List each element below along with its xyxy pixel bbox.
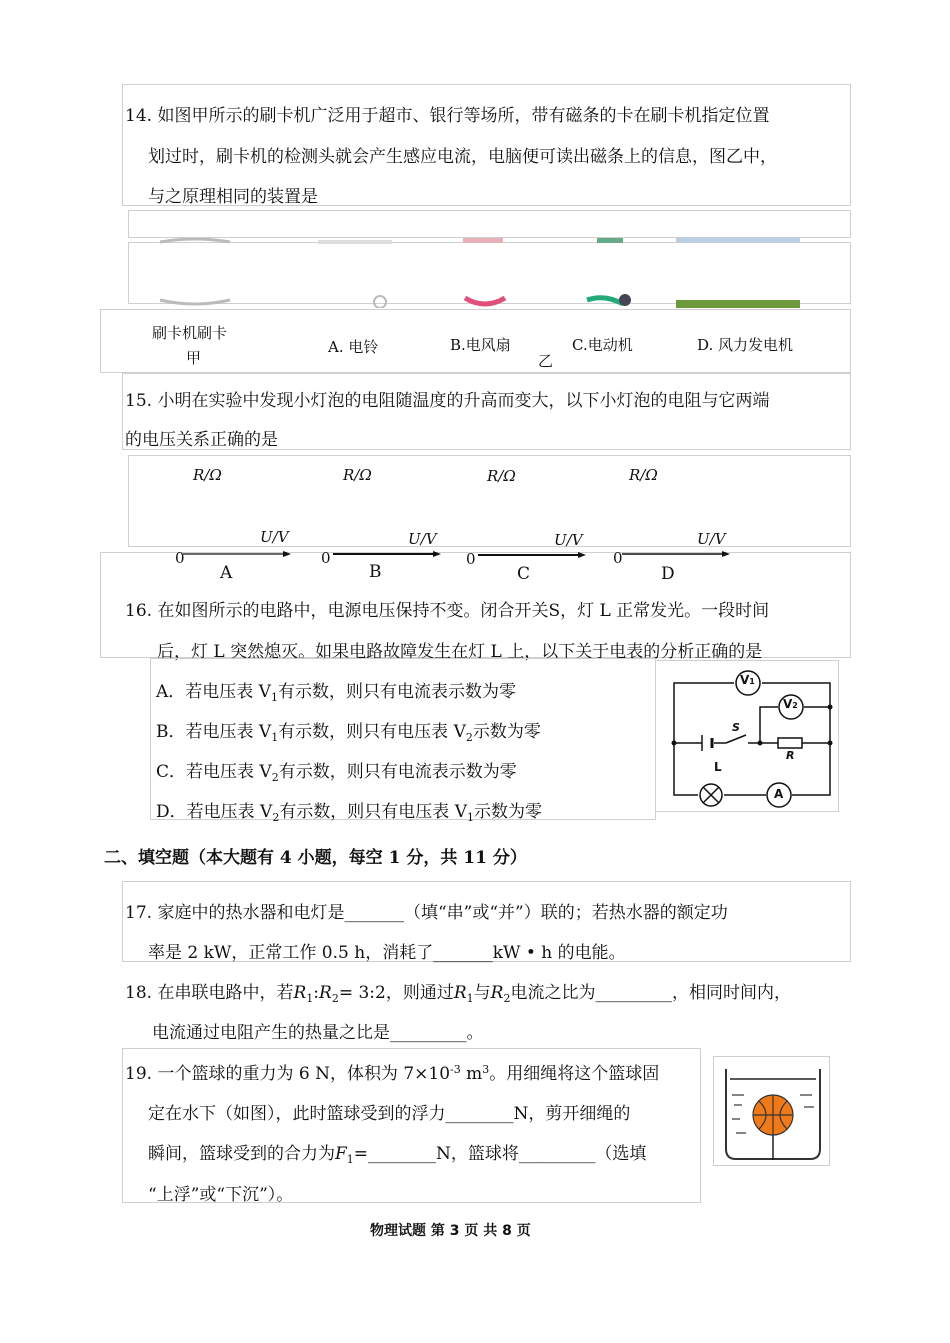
fig-yi-label: 乙 xyxy=(538,352,554,370)
q16-option-a: A．若电压表 $V_1$有示数，则只有电流表示数为零 xyxy=(156,682,516,704)
graph-c-y-label: R/Ω xyxy=(487,467,516,485)
graph-b-letter: B xyxy=(369,562,382,582)
section2-title: 二、填空题（本大题有 4 小题，每空 1 分，共 11 分） xyxy=(104,848,527,868)
graph-b-x-axis xyxy=(333,543,443,563)
q14-line2: 划过时，刷卡机的检测头就会产生感应电流，电脑便可读出磁条上的信息，图乙中， xyxy=(148,147,777,167)
graph-c-origin: 0 xyxy=(466,550,476,568)
option-a-label: A. 电铃 xyxy=(328,338,379,356)
graph-a-letter: A xyxy=(220,563,233,583)
graph-b-x-label: U/V xyxy=(408,530,437,548)
q16-line2: 后，灯 L 突然熄灭。如果电路故障发生在灯 L 上，以下关于电表的分析正确的是 xyxy=(157,642,763,662)
q16-option-b: B．若电压表 $V_1$有示数，则只有电压表 $V_2$示数为零 xyxy=(156,722,541,744)
option-b-label: B.电风扇 xyxy=(450,336,511,354)
graph-d-x-label: U/V xyxy=(697,530,726,548)
electric-motor-image xyxy=(575,238,655,308)
q15-line1: 15. 小明在实验中发现小灯泡的电阻随温度的升高而变大，以下小灯泡的电阻与它两端 xyxy=(125,391,770,411)
electric-fan-image xyxy=(445,238,525,308)
fig-jia-label-2: 甲 xyxy=(186,349,202,367)
q16-option-d: D．若电压表 $V_2$有示数，则只有电压表 $V_1$示数为零 xyxy=(156,802,542,824)
graph-d-y-label: R/Ω xyxy=(629,466,658,484)
wind-generator-image xyxy=(676,238,800,308)
graph-b-y-label: R/Ω xyxy=(343,466,372,484)
q16-circuit-diagram xyxy=(655,660,839,812)
graph-a-x-axis xyxy=(183,543,293,563)
q19-line1: 19. 一个篮球的重力为 6 N，体积为 $7\times 10^{-3}$ $m^3$。用细绳将这个篮球固 xyxy=(125,1063,660,1084)
electric-bell-image xyxy=(310,238,400,308)
graph-c-letter: C xyxy=(517,564,531,584)
circuit-v2-label: V2 xyxy=(783,697,798,711)
graph-d-letter: D xyxy=(661,564,675,584)
q17-line2: 率是 2 kW，正常工作 0.5 h，消耗了_______kW • h 的电能。 xyxy=(148,943,626,963)
q14-figure-strip-top xyxy=(128,210,851,238)
q14-line3: 与之原理相同的装置是 xyxy=(148,187,318,207)
basketball-in-water-figure xyxy=(713,1056,830,1166)
fig-jia-label-1: 刷卡机刷卡 xyxy=(152,324,228,342)
q16-option-c: C．若电压表 $V_2$有示数，则只有电流表示数为零 xyxy=(156,762,517,784)
q18-line1: 18. 在串联电路中，若$R_1:R_2=$ 3:2，则通过$R_1$与$R_2$电流之比为_________，相同时间内， xyxy=(125,983,791,1005)
q19-line4: “上浮”或“下沉”）。 xyxy=(148,1185,294,1205)
option-d-label: D. 风力发电机 xyxy=(697,336,794,354)
circuit-v1-label: V1 xyxy=(740,673,755,687)
graph-c-x-label: U/V xyxy=(554,531,583,549)
graph-a-y-label: R/Ω xyxy=(193,466,222,484)
q19-line2: 定在水下（如图），此时篮球受到的浮力________N，剪开细绳的 xyxy=(148,1104,631,1124)
circuit-switch-label: S xyxy=(732,721,740,734)
graph-a-origin: 0 xyxy=(175,549,185,567)
circuit-resistor-label: R xyxy=(786,749,795,762)
q18-line2: 电流通过电阻产生的热量之比是_________。 xyxy=(152,1023,484,1043)
graph-b-origin: 0 xyxy=(321,549,331,567)
graph-c-x-axis xyxy=(478,544,588,564)
card-reader-image xyxy=(150,238,240,308)
q15-line2: 的电压关系正确的是 xyxy=(125,430,278,450)
circuit-ammeter-label: A xyxy=(774,787,784,801)
q14-line1: 14. 如图甲所示的刷卡机广泛用于超市、银行等场所，带有磁条的卡在刷卡机指定位置 xyxy=(125,106,770,126)
graph-d-x-axis xyxy=(622,543,732,563)
graph-a-x-label: U/V xyxy=(260,528,289,546)
graph-d-origin: 0 xyxy=(613,549,623,567)
option-c-label: C.电动机 xyxy=(572,336,633,354)
q19-line3: 瞬间，篮球受到的合力为$F_1=\_\_\_\_\_\_\_\_N$，篮球将_________（选填 xyxy=(148,1144,647,1166)
circuit-lamp-label: L xyxy=(714,760,722,774)
q17-line1: 17. 家庭中的热水器和电灯是_______（填“串”或“并”）联的；若热水器的额定功 xyxy=(125,903,728,923)
q16-line1: 16. 在如图所示的电路中，电源电压保持不变。闭合开关S，灯 L 正常发光。一段时间 xyxy=(125,601,770,621)
page-footer: 物理试题 第 3 页 共 8 页 xyxy=(370,1223,531,1239)
